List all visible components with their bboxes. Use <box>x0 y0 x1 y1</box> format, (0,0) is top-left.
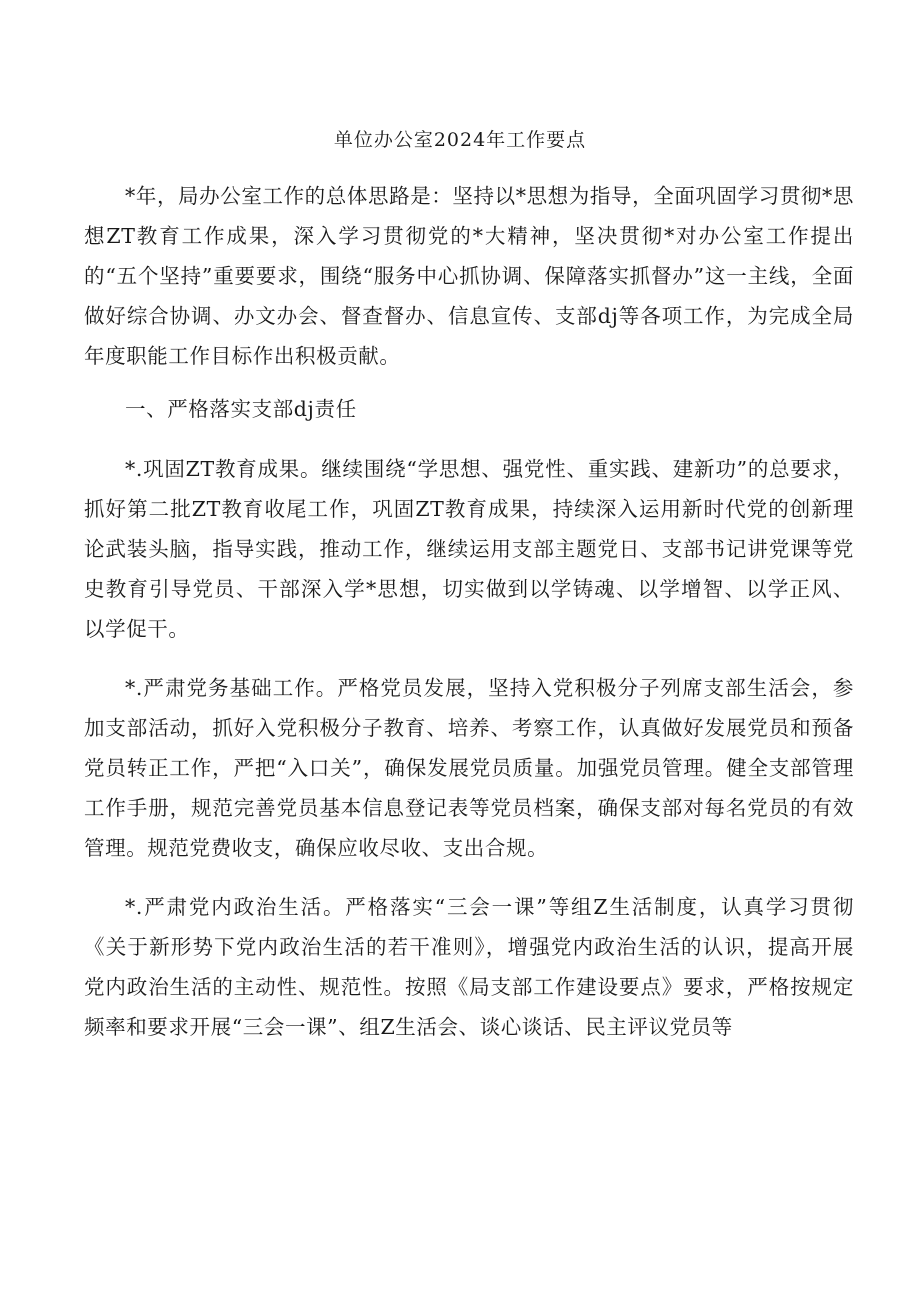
section-paragraph-3: *.严肃党内政治生活。严格落实“三会一课”等组Z生活制度，认真学习贯彻《关于新形势下党内政治生活的若干准则》，增强党内政治生活的认识，提高开展党内政治生活的主动性、规范性。按照《局支部工作建设要点》要求，严格按规定频率和要求开展“三会一课”、组Z生活会、谈心谈话、民主评议党员等 <box>84 895 854 1039</box>
document-title: 单位办公室2024年工作要点 <box>333 129 587 151</box>
document-body <box>84 176 854 1047</box>
intro-paragraph: *年，局办公室工作的总体思路是：坚持以*思想为指导，全面巩固学习贯彻*思想ZT教育工作成果，深入学习贯彻党的*大精神，坚决贯彻*对办公室工作提出的“五个坚持”重要要求，围绕“服务中心抓协调、保障落实抓督办”这一主线，全面做好综合协调、办文办会、督查督办、信息宣传、支部dj等各项工作，为完成全局年度职能工作目标作出积极贡献。 <box>84 184 854 368</box>
section-paragraph-2: *.严肃党务基础工作。严格党员发展，坚持入党积极分子列席支部生活会，参加支部活动，抓好入党积极分子教育、培养、考察工作，认真做好发展党员和预备党员转正工作，严把“入口关”，确保发展党员质量。加强党员管理。健全支部管理工作手册，规范完善党员基本信息登记表等党员档案，确保支部对每名党员的有效管理。规范党费收支，确保应收尽收、支出合规。 <box>84 676 854 860</box>
section-heading: 一、严格落实支部dj责任 <box>125 397 357 421</box>
section-paragraph-1: *.巩固ZT教育成果。继续围绕“学思想、强党性、重实践、建新功”的总要求，抓好第二批ZT教育收尾工作，巩固ZT教育成果，持续深入运用新时代党的创新理论武装头脑，指导实践，推动工作，继续运用支部主题党日、支部书记讲党课等党史教育引导党员、干部深入学*思想，切实做到以学铸魂、以学增智、以学正风、以学促干。 <box>84 457 854 641</box>
